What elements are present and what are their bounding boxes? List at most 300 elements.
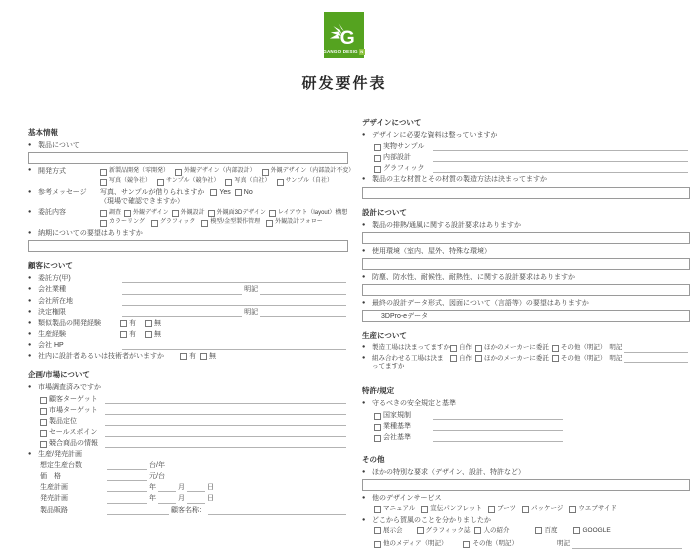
address-label: 会社所在地 [38,297,73,305]
checkbox-icon[interactable] [421,506,428,513]
checkbox-icon[interactable] [100,220,107,227]
design-item-field[interactable] [433,154,688,162]
checkbox-item[interactable] [225,178,270,186]
authority-label: 決定権限 [38,308,66,316]
checkbox-label: 自作 [459,344,472,352]
bullet-icon [362,175,372,184]
checkbox-icon[interactable] [40,397,47,404]
consignor-field[interactable] [122,275,346,283]
checkbox-label: 人の紹介 [483,526,510,534]
bullet-icon [28,330,38,339]
checkbox-icon[interactable] [522,506,529,513]
section-heading-market: 企画/市場について [28,370,90,380]
form-row [28,352,348,361]
form-row [28,506,348,515]
form-row [28,395,348,404]
checkbox-label: 外観デザイン [133,209,169,216]
checkbox-icon[interactable] [124,210,131,217]
logo-g-icon [329,23,359,47]
checkbox-label: グラフィック [159,219,196,226]
form-row [28,167,355,176]
checkbox-item[interactable] [522,505,563,513]
form-row [362,142,690,151]
form-row [28,428,348,437]
specify-label: 明記 [609,344,623,352]
data-format-question: 最終の設計データ形式、図面について（言語等）の要望はありますか [372,300,589,308]
checkbox-item[interactable] [262,168,355,176]
yes-checkbox-item[interactable] [180,352,196,361]
checkbox-item[interactable] [463,540,518,548]
form-row [362,411,690,420]
checkbox-item[interactable] [552,355,607,363]
specify-label: 明記 [609,354,623,362]
bullet-icon [362,247,372,256]
checkbox-label: 有 [129,319,136,327]
checkbox-icon[interactable] [210,189,217,196]
specify-label: 明記 [244,308,259,316]
checkbox-item[interactable] [535,527,557,535]
patent-item-field[interactable] [433,423,563,431]
day-label: 日 [207,484,214,492]
checkbox-item[interactable] [277,178,333,186]
checkbox-item[interactable] [569,505,617,513]
survey-item-label: 製品定位 [49,417,77,425]
checkbox-icon[interactable] [201,220,208,227]
section-heading-customer: 顧客について [28,261,73,271]
price-label: 価 格 [40,473,61,481]
checkbox-item[interactable] [374,540,447,548]
form-row [362,516,690,525]
checkbox-item[interactable] [175,168,256,176]
patent-item-label: 業種基準 [383,422,411,430]
assembly-specify-field[interactable] [624,355,688,363]
survey-item-field[interactable] [105,418,346,426]
checkbox-icon[interactable] [172,210,179,217]
day-label: 日 [207,495,214,503]
checkbox-icon[interactable] [269,210,276,217]
form-row [362,505,690,513]
bullet-icon [28,297,38,306]
checkbox-item[interactable] [474,527,509,535]
bullet-icon [28,274,38,283]
form-row [28,188,348,206]
checkbox-label: 無 [209,353,216,361]
heat-ventilation-input[interactable] [362,232,690,244]
specify-label: 明記 [556,540,570,548]
checkbox-icon[interactable] [157,179,164,186]
bullet-icon [28,341,38,350]
production-exp-label: 生産経験 [38,331,66,338]
form-row [28,297,348,306]
qty-field[interactable] [107,462,147,470]
left-column [28,117,355,551]
authority-specify-field[interactable] [260,309,346,317]
month-field[interactable] [158,496,176,504]
bullet-icon [362,516,372,525]
survey-item-field[interactable] [105,407,346,415]
heat-ventilation-question: 製品の排熱/通風に関する設計要求はありますか [372,221,521,229]
price-field[interactable] [107,473,147,481]
design-item-label: 実物サンプル [383,143,425,151]
durability-question: 防塵、防水性、耐候性、耐熱性、に関する設計要求はありますか [372,273,575,281]
reference-question-line2: （現場で確認できますか） [100,198,184,206]
survey-item-field[interactable] [105,396,346,404]
material-question: 製品の主な材質とその材質の製造方法は決まってますか [372,176,547,184]
checkbox-label: その他（明記） [560,354,607,362]
internal-designer-question: 社内に設計者あるいは技術者がいますか [38,353,164,361]
checkbox-icon[interactable] [374,435,381,442]
form-row [362,131,690,140]
channel-field[interactable] [107,507,169,515]
form-row [362,175,690,184]
company-logo [324,12,364,58]
checkbox-icon[interactable] [145,320,152,327]
checkbox-icon[interactable] [488,506,495,513]
special-request-input[interactable] [362,479,690,491]
checkbox-label: 百度 [544,526,558,534]
checkbox-item[interactable] [450,344,472,352]
safety-regulation-question: 守るべきの安全規定と基準 [372,400,456,408]
form-row [362,527,690,535]
checkbox-icon[interactable] [200,353,207,360]
checkbox-icon[interactable] [100,210,107,217]
form-row [362,164,690,173]
checkbox-icon[interactable] [208,210,215,217]
qty-unit: 台/年 [149,462,165,470]
no-checkbox-item[interactable] [145,330,161,339]
checkbox-icon[interactable] [40,441,47,448]
checkbox-label: ほかのメーカーに委託 [484,354,549,362]
checkbox-item[interactable] [124,210,169,218]
design-item-field[interactable] [433,143,688,151]
checkbox-icon[interactable] [569,506,576,513]
checkbox-icon[interactable] [475,345,482,352]
checkbox-label: 模型/金型製作管理 [210,219,261,226]
form-row [28,308,348,317]
checkbox-item[interactable] [151,219,196,227]
checkbox-item[interactable] [100,178,151,186]
assembly-question-line2: ってますか [372,363,405,370]
company-hp-label: 会社 HP [38,342,64,350]
form-row [28,472,348,481]
yes-checkbox-item[interactable] [120,330,136,339]
bullet-icon [28,319,38,328]
price-unit: 元/台 [149,473,165,481]
checkbox-icon[interactable] [374,527,381,534]
checkbox-icon[interactable] [450,345,457,352]
checkbox-item[interactable] [475,344,549,352]
form-row [28,219,348,227]
factory-specify-field[interactable] [624,345,688,353]
bullet-icon [28,229,38,238]
bullet-icon [28,352,38,361]
no-checkbox-item[interactable] [235,188,253,197]
checkbox-item[interactable] [421,505,482,513]
checkbox-item[interactable] [488,505,516,513]
checkbox-icon[interactable] [235,189,242,196]
customer-name-field[interactable] [208,507,346,515]
referral-source-question: どこから賀風のことを分かりましたか [372,516,491,524]
form-row [28,178,348,186]
checkbox-item[interactable] [374,505,415,513]
patent-item-field[interactable] [433,434,563,442]
bullet-icon [362,355,372,363]
checkbox-icon[interactable] [100,179,107,186]
bullet-icon [28,168,38,176]
checkbox-icon[interactable] [374,166,381,173]
checkbox-icon[interactable] [100,169,107,176]
checkbox-icon[interactable] [474,527,481,534]
checkbox-icon[interactable] [573,527,580,534]
checkbox-item[interactable] [417,527,471,535]
checkbox-icon[interactable] [151,220,158,227]
bullet-icon [28,450,38,459]
checkbox-item[interactable] [269,210,348,218]
logo-brand-suffix: N [360,49,364,54]
checkbox-item[interactable] [100,210,121,218]
dev-method-label: 開発方式 [38,168,66,176]
checkbox-label: 宣伝パンフレット [430,505,482,513]
checkbox-item[interactable] [208,210,266,218]
checkbox-label: GOOGLE [582,526,611,534]
consign-label: 委託内容 [38,209,66,217]
special-request-question: ほかの特別な要求（デザイン、設計、特許など） [372,468,525,476]
checkbox-icon[interactable] [40,419,47,426]
day-field[interactable] [187,484,205,492]
patent-item-label: 国家規制 [383,411,411,419]
reference-label: 参考メッセージ [38,189,87,197]
production-plan-label: 生産計画 [40,484,68,492]
survey-item-label: セールスポイン [49,428,98,436]
form-row [362,299,690,308]
company-hp-field[interactable] [122,342,346,350]
checkbox-item[interactable] [374,527,403,535]
checkbox-label: その他（明記） [560,344,607,352]
patent-item-label: 会社基準 [383,433,411,441]
authority-field[interactable] [122,309,242,317]
form-row [28,319,348,328]
sale-plan-field[interactable] [107,496,147,504]
section-heading-production: 生産について [362,331,407,341]
checkbox-label: ウエブサイド [578,505,617,513]
checkbox-item[interactable] [100,219,145,227]
delivery-question: 納期についての要望はありますか [38,230,143,238]
checkbox-label: 外観設計 [180,209,205,216]
form-row [28,274,348,283]
checkbox-icon[interactable] [475,355,482,362]
section-heading-patent: 特許/規定 [362,386,395,396]
checkbox-item[interactable] [172,210,205,218]
section-heading-basic: 基本情報 [28,128,58,137]
environment-input[interactable] [362,258,690,270]
year-label: 年 [149,495,156,503]
checkbox-icon[interactable] [552,355,559,362]
form-row [362,468,690,477]
checkbox-icon[interactable] [374,424,381,431]
qty-label: 想定生産台数 [40,462,82,470]
data-format-input[interactable]: 3DPro-eデータ [362,310,690,322]
form-body [28,117,690,551]
checkbox-icon[interactable] [374,155,381,162]
checkbox-icon[interactable] [463,541,470,548]
checkbox-label: ブーツ [496,505,516,513]
checkbox-icon[interactable] [266,220,273,227]
day-field[interactable] [187,496,205,504]
checkbox-label: Yes [219,189,231,197]
survey-item-label: 顧客ターゲット [49,395,98,403]
survey-question: 市場調査済みですか [38,384,101,392]
bullet-icon [362,494,372,503]
right-column [362,117,690,551]
bullet-icon [28,285,38,294]
bullet-icon [362,131,372,140]
bullet-icon [28,308,38,317]
checkbox-icon[interactable] [40,430,47,437]
form-row [362,399,690,408]
sale-plan-label: 発売計画 [40,495,68,503]
checkbox-icon[interactable] [374,144,381,151]
no-checkbox-item[interactable] [145,319,161,328]
checkbox-icon[interactable] [374,541,381,548]
form-row [362,153,690,162]
checkbox-item[interactable] [552,344,607,352]
consignor-label: 委託方(甲) [38,275,71,283]
durability-input[interactable] [362,284,690,296]
checkbox-icon[interactable] [374,413,381,420]
checkbox-icon[interactable] [225,179,232,186]
bullet-icon [362,299,372,308]
checkbox-icon[interactable] [262,169,269,176]
checkbox-item[interactable] [157,178,219,186]
production-plan-field[interactable] [107,484,147,492]
design-item-label: 内部設計 [383,154,411,162]
checkbox-icon[interactable] [145,331,152,338]
form-row [28,483,348,492]
form-row [362,422,690,431]
survey-item-label: 市場ターゲット [49,406,98,414]
form-row [28,439,348,448]
survey-item-field[interactable] [105,429,346,437]
checkbox-item[interactable] [266,219,323,227]
survey-item-field[interactable] [105,440,346,448]
form-row [28,229,348,238]
delivery-input[interactable] [28,240,348,252]
specify-label: 明記 [244,286,259,294]
material-input[interactable] [362,187,690,199]
checkbox-icon[interactable] [175,169,182,176]
checkbox-label: ほかのメーカーに委託 [484,344,549,352]
plan-label: 生産/発売計画 [38,451,82,459]
form-row [362,540,690,548]
form-row [28,341,348,350]
form-row [28,330,348,339]
checkbox-label: 外観面3Dデザイン [216,209,266,216]
design-item-label: グラフィック [383,165,425,173]
checkbox-icon[interactable] [120,331,127,338]
checkbox-icon[interactable] [180,353,187,360]
form-row [28,285,348,294]
similar-exp-label: 類似製品の開発経験 [38,319,101,327]
form-row [28,383,348,392]
industry-specify-field[interactable] [260,287,346,295]
bullet-icon [28,188,38,197]
month-label: 月 [178,484,185,492]
other-services-question: 他のデザインサービス [372,495,442,503]
checkbox-item[interactable] [201,219,260,227]
checkbox-icon[interactable] [40,408,47,415]
checkbox-icon[interactable] [374,506,381,513]
logo-brand-text: GANGO DESIG [323,48,358,54]
checkbox-label: 調査 [109,209,122,216]
other-source-specify-field[interactable] [572,541,682,549]
factory-question: 製造工場は決まってますか [372,344,450,352]
checkbox-label: 無 [154,319,161,327]
checkbox-item[interactable] [573,527,610,535]
checkbox-icon[interactable] [552,345,559,352]
survey-item-label: 競合商品の情報 [49,439,98,447]
checkbox-label: 有 [189,353,196,361]
form-row [28,141,348,150]
channel-label: 製品販路 [40,506,68,514]
checkbox-icon[interactable] [417,527,424,534]
checkbox-item[interactable] [100,168,169,176]
bullet-icon [28,210,38,218]
page-title: 研发要件表 [301,75,387,92]
patent-item-field[interactable] [433,412,563,420]
no-checkbox-item[interactable] [200,352,216,361]
form-row [28,450,348,459]
checkbox-icon[interactable] [277,179,284,186]
checkbox-item[interactable] [450,355,472,363]
svg-text:G: G [339,26,355,47]
bullet-icon [362,221,372,230]
design-item-field[interactable] [433,165,688,173]
bullet-icon [362,273,372,282]
assembly-question [372,355,450,372]
product-input[interactable] [28,152,348,164]
checkbox-icon[interactable] [535,527,542,534]
checkbox-item[interactable] [475,355,549,363]
form-row [362,247,690,256]
checkbox-icon[interactable] [450,355,457,362]
yes-checkbox-item[interactable] [210,188,230,197]
reference-question [100,188,262,206]
product-label: 製品について [38,142,80,150]
checkbox-label: サンプル（競争社） [166,178,220,185]
month-field[interactable] [158,484,176,492]
bullet-icon [362,468,372,477]
checkbox-label: カラーリング [109,219,145,226]
bullet-icon [28,141,38,150]
checkbox-label: 有 [129,331,136,338]
yes-checkbox-item[interactable] [120,319,136,328]
address-field[interactable] [122,298,346,306]
checkbox-icon[interactable] [120,320,127,327]
form-row [28,461,348,470]
section-heading-other: その他 [362,454,385,464]
form-row [362,344,690,352]
checkbox-label: 新製品開発（零開発） [109,168,170,175]
checkbox-label: 外観デザイン（内部設計） [184,168,256,175]
logo-wordmark [323,49,364,55]
month-label: 月 [178,495,185,503]
form-row [362,273,690,282]
checkbox-label: マニュアル [383,505,416,513]
bullet-icon [362,344,372,352]
form-row [362,221,690,230]
checkbox-label: 外観設計フォロー [275,219,323,226]
industry-field[interactable] [122,287,242,295]
